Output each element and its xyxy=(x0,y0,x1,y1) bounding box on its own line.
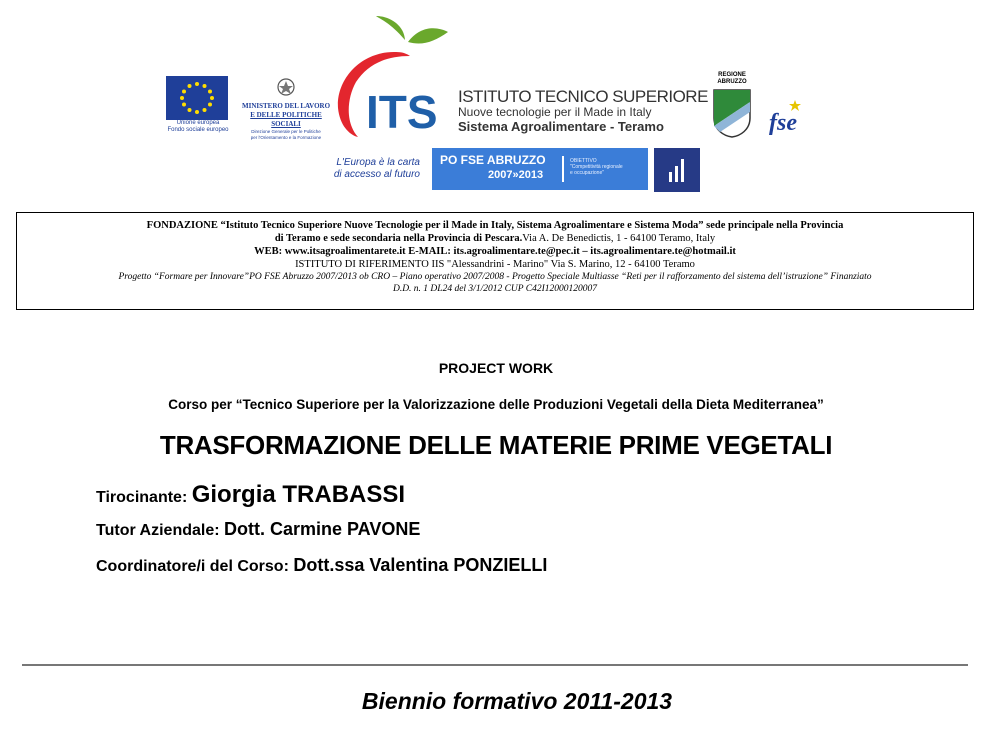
tutor-line xyxy=(96,519,420,540)
info-line-5: Progetto “Formare per Innovare”PO FSE Abruzzo 2007/2013 ob CRO – Piano operativo 2007/2008 - Progetto Speciale Multiasse “Reti per il rafforzamento del sistema dell’istruzione” Finanziato xyxy=(118,272,872,282)
regione-label: REGIONE ABRUZZO xyxy=(717,72,747,85)
biennium-footer: Biennio formativo 2011-2013 xyxy=(361,688,673,714)
pofse-years: 2007»2013 xyxy=(488,169,544,181)
eu-flag-logo xyxy=(166,76,228,120)
foundation-info-box xyxy=(16,212,974,310)
its-logo xyxy=(330,12,450,137)
its-name-line3: Sistema Agroalimentare - Teramo xyxy=(458,119,664,134)
eu-caption: Unione europea Fondo sociale europeo xyxy=(167,120,229,133)
coordinator-line xyxy=(96,555,547,576)
trainee-line xyxy=(96,481,405,509)
ministry-sub-1: Direzione Generale per le Politiche xyxy=(251,129,321,134)
its-name-line1: ISTITUTO TECNICO SUPERIORE xyxy=(458,87,708,106)
pofse-abruzzo-banner xyxy=(432,148,648,190)
fse-mark: fse xyxy=(769,110,797,136)
info-line-3: WEB: www.itsagroalimentarete.it E-MAIL: its.agroalimentare.te@pec.it – its.agroalimentare.te@hotmail.it xyxy=(254,246,736,257)
tutor-label: Tutor Aziendale: xyxy=(96,522,224,539)
pofse-title: PO FSE ABRUZZO xyxy=(440,153,546,167)
info-line-4: ISTITUTO DI RIFERIMENTO IIS "Alessandrini - Marino" Via S. Marino, 12 - 64100 Teramo xyxy=(295,259,695,270)
trainee-name: Giorgia TRABASSI xyxy=(191,481,406,508)
info-line-6: D.D. n. 1 DL24 del 3/1/2012 CUP C42I12000120007 xyxy=(392,284,598,294)
ministry-title-2: E DELLE POLITICHE SOCIALI xyxy=(250,111,322,128)
trainee-label: Tirocinante: xyxy=(96,489,192,506)
abruzzo-shield-logo xyxy=(712,88,752,138)
info-line-1: FONDAZIONE “Istituto Tecnico Superiore Nuove Tecnologie per il Made in Italy, Sistema Agroalimentare e Sistema Moda” sede principale nella Provincia xyxy=(146,220,844,231)
tutor-name: Dott. Carmine PAVONE xyxy=(224,519,421,539)
its-mark: ITS xyxy=(366,86,438,137)
project-work-label: PROJECT WORK xyxy=(438,360,554,376)
course-title: Corso per “Tecnico Superiore per la Valorizzazione delle Produzioni Vegetali della Dieta Mediterranea” xyxy=(168,397,824,412)
bar-chart-icon xyxy=(654,148,700,192)
its-name-line2: Nuove tecnologie per il Made in Italy xyxy=(458,105,652,119)
horizontal-divider xyxy=(22,664,968,666)
pofse-divider xyxy=(562,156,564,182)
info-line-2: di Teramo e sede secondaria nella Provincia di Pescara.Via A. De Benedictis, 1 - 64100 Teramo, Italy xyxy=(274,233,716,244)
ministry-sub-2: per l'Orientamento e la Formazione xyxy=(250,135,322,140)
document-main-title: TRASFORMAZIONE DELLE MATERIE PRIME VEGETALI xyxy=(159,430,833,460)
europa-tagline: L'Europa è la carta di accesso al futuro xyxy=(333,157,420,180)
pofse-objective: OBIETTIVO "Competitività regionale e occupazione" xyxy=(570,158,623,176)
emblem-icon xyxy=(236,77,336,97)
coordinator-label: Coordinatore/i del Corso: xyxy=(96,558,294,575)
coordinator-name: Dott.ssa Valentina PONZIELLI xyxy=(293,555,548,575)
its-name-block xyxy=(458,88,708,135)
fse-logo xyxy=(765,96,815,136)
ministry-title-1: MINISTERO DEL LAVORO xyxy=(241,102,331,110)
ministry-logo xyxy=(236,77,336,140)
